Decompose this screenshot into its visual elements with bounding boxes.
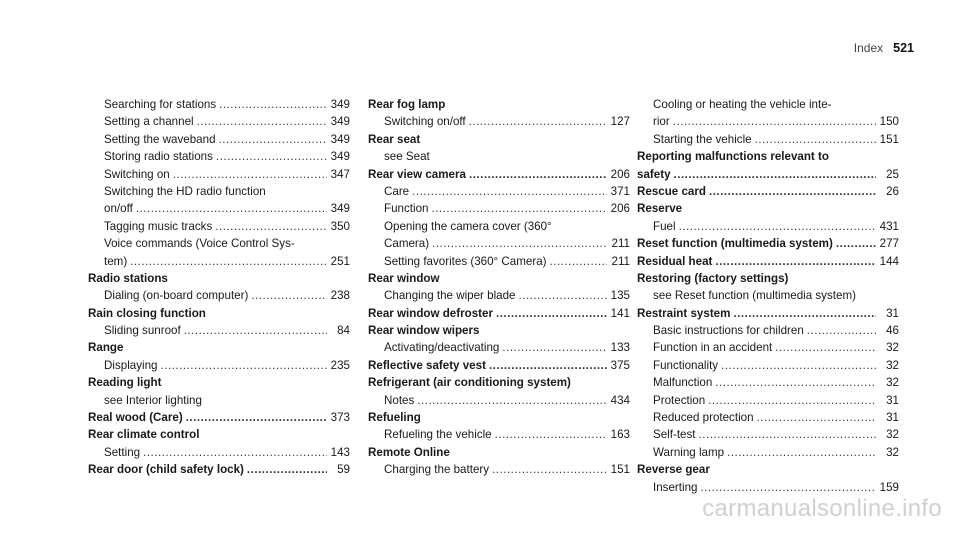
entry-text: Reflective safety vest [368,358,486,372]
index-entry [637,374,899,391]
entry-text: Real wood (Care) [88,411,183,425]
header-index-label: Index [853,41,884,55]
index-entry [88,113,350,130]
dot-leader [130,253,327,270]
index-entry [368,200,630,217]
dot-leader [216,148,327,165]
page-reference: 151 [610,463,630,477]
dot-leader [186,409,327,426]
dot-leader [219,131,327,148]
entry-text: Setting [104,445,141,459]
entry-text: Reading light [88,376,162,390]
index-heading [368,357,630,374]
entry-text: Notes [384,393,415,407]
page-reference: 143 [330,445,350,459]
entry-text: Basic instructions for children [653,324,804,338]
index-heading [368,166,630,183]
page-reference: 349 [330,98,350,111]
index-heading [88,374,350,391]
index-heading [88,426,350,443]
page-reference: 59 [337,463,350,477]
entry-text: Switching on/off [384,115,466,129]
entry-text: Reset function (multimedia system) [637,237,833,251]
index-heading [637,200,899,217]
index-heading [637,461,899,478]
page-reference: 32 [886,376,899,390]
index-entry [637,96,899,113]
entry-text: Remote Online [368,445,450,459]
page-reference: 159 [879,480,899,494]
entry-text: Reverse gear [637,463,710,477]
index-entry [368,392,630,409]
entry-text: Switching the HD radio function [104,184,266,198]
page-reference: 141 [610,306,630,320]
entry-text: Charging the battery [384,463,490,477]
dot-leader [431,200,607,217]
dot-leader [469,113,607,130]
index-entry [637,218,899,235]
index-heading [637,183,899,200]
entry-text: Self-test [653,428,696,442]
page-reference: 238 [330,289,350,303]
page-reference: 163 [610,428,630,442]
page-reference: 150 [879,115,899,129]
entry-text: Refueling the vehicle [384,428,492,442]
index-heading [637,305,899,322]
watermark: carmanualsonline.info [702,495,942,522]
entry-text: tem) [104,254,128,268]
page-reference: 32 [886,358,899,372]
page-reference: 373 [330,411,350,425]
entry-text: Rear window wipers [368,324,480,338]
index-entry [637,409,899,426]
entry-text: Switching on [104,167,170,181]
page-reference: 46 [886,324,899,338]
index-heading [88,305,350,322]
entry-text: Rescue card [637,184,706,198]
page-reference: 211 [611,237,630,251]
index-heading [368,444,630,461]
index-entry [368,253,630,270]
dot-leader [492,461,607,478]
entry-text: Activating/deactivating [384,341,500,355]
entry-text: Refrigerant (air conditioning system) [368,376,571,390]
dot-leader [836,235,876,252]
page-reference: 206 [610,167,630,181]
entry-text: Reserve [637,202,683,216]
index-entry [368,287,630,304]
page-reference: 151 [879,132,899,146]
entry-text: Reporting malfunctions relevant to [637,150,829,164]
entry-text: Dialing (on-board computer) [104,289,249,303]
page-reference: 211 [611,254,630,268]
page-reference: 135 [610,289,630,303]
index-entry [88,131,350,148]
entry-text: Fuel [653,219,676,233]
index-entry [88,200,350,217]
page-reference: 144 [879,254,899,268]
index-entry [88,96,350,113]
dot-leader [161,357,328,374]
entry-text: Care [384,184,410,198]
page-reference: 127 [610,115,630,129]
page-reference: 277 [879,237,899,251]
entry-text: Inserting [653,480,698,494]
entry-text: Rear window [368,271,440,285]
index-entry [637,392,899,409]
index-entry [368,148,630,165]
index-heading [637,253,899,270]
index-column-2 [368,96,630,479]
dot-leader [173,166,327,183]
page-reference: 431 [879,219,899,233]
index-entry [88,166,350,183]
index-entry [637,287,899,304]
index-entry [368,426,630,443]
entry-text: Function [384,202,429,216]
page-reference: 32 [886,445,899,459]
page-reference: 434 [610,393,630,407]
index-entry [637,339,899,356]
entry-text: Opening the camera cover (360° [384,219,552,233]
page-reference: 349 [330,132,350,146]
dot-leader [721,357,876,374]
page-reference: 349 [330,202,350,216]
page-reference: 371 [610,184,630,198]
dot-leader [679,218,876,235]
dot-leader [251,287,327,304]
page-reference: 84 [337,324,350,338]
entry-text: Storing radio stations [104,150,213,164]
entry-text: Protection [653,393,706,407]
page-reference: 32 [886,341,899,355]
dot-leader [699,426,876,443]
index-entry [88,357,350,374]
entry-text: Warning lamp [653,445,725,459]
index-heading [88,461,350,478]
index-entry [368,113,630,130]
page-reference: 350 [330,219,350,233]
entry-text: Rear window defroster [368,306,493,320]
dot-leader [674,166,876,183]
entry-text: Starting the vehicle [653,132,752,146]
index-heading [637,166,899,183]
dot-leader [247,461,327,478]
entry-text: Camera) [384,237,430,251]
entry-text: Rear seat [368,132,421,146]
dot-leader [495,426,607,443]
entry-text: Setting a channel [104,115,194,129]
dot-leader [496,305,607,322]
index-heading [368,374,630,391]
dot-leader [700,479,876,496]
index-heading [637,270,899,287]
index-entry [368,218,630,235]
index-entry [637,479,899,496]
index-heading [368,131,630,148]
index-entry [88,148,350,165]
index-entry [637,131,899,148]
page-reference: 32 [886,428,899,442]
entry-text: Sliding sunroof [104,324,181,338]
entry-text: Residual heat [637,254,713,268]
index-entry [88,183,350,200]
entry-text: Voice commands (Voice Control Sys- [104,237,295,251]
page-reference: 26 [886,184,899,198]
entry-text: Restraint system [637,306,731,320]
index-heading [637,148,899,165]
index-heading [88,409,350,426]
index-entry [88,218,350,235]
entry-text: see Reset function (multimedia system) [653,289,856,303]
entry-text: Rain closing function [88,306,206,320]
dot-leader [757,409,876,426]
dot-leader [215,218,327,235]
index-entry [637,322,899,339]
entry-text: Range [88,341,124,355]
entry-text: safety [637,167,671,181]
entry-text: on/off [104,202,133,216]
page-reference: 349 [330,150,350,164]
index-entry [88,253,350,270]
index-entry [88,235,350,252]
page-reference: 235 [330,358,350,372]
index-entry [368,461,630,478]
entry-text: Rear view camera [368,167,466,181]
entry-text: Radio stations [88,271,168,285]
index-column-3 [637,96,899,496]
dot-leader [733,305,876,322]
dot-leader [417,392,607,409]
index-heading [368,96,630,113]
index-heading [637,235,899,252]
index-entry [88,322,350,339]
page-reference: 31 [886,393,899,407]
dot-leader [412,183,607,200]
dot-leader [715,253,876,270]
dot-leader [143,444,327,461]
dot-leader [727,444,876,461]
dot-leader [136,200,327,217]
entry-text: Displaying [104,358,158,372]
entry-text: Setting the waveband [104,132,216,146]
entry-text: Cooling or heating the vehicle inte- [653,98,832,111]
index-heading [368,305,630,322]
dot-leader [708,392,876,409]
entry-text: Function in an accident [653,341,773,355]
index-heading [368,322,630,339]
dot-leader [519,287,608,304]
entry-text: Rear door (child safety lock) [88,463,244,477]
dot-leader [550,253,607,270]
page-reference: 206 [610,202,630,216]
index-entry [637,444,899,461]
entry-text: Setting favorites (360° Camera) [384,254,547,268]
index-entry [368,183,630,200]
dot-leader [489,357,607,374]
page-reference: 375 [610,358,630,372]
index-entry [88,444,350,461]
page-reference: 251 [330,254,350,268]
index-heading [88,270,350,287]
entry-text: Reduced protection [653,411,754,425]
entry-text: Changing the wiper blade [384,289,516,303]
index-heading [368,270,630,287]
page-number: 521 [893,41,914,55]
entry-text: Restoring (factory settings) [637,271,789,285]
dot-leader [755,131,876,148]
entry-text: see Seat [384,150,430,164]
index-entry [368,235,630,252]
entry-text: Malfunction [653,376,713,390]
dot-leader [502,339,607,356]
dot-leader [807,322,876,339]
index-entry [88,287,350,304]
index-entry [637,426,899,443]
entry-text: see Interior lighting [104,393,202,407]
dot-leader [673,113,876,130]
entry-text: Searching for stations [104,98,217,111]
entry-text: Refueling [368,411,421,425]
page-reference: 25 [886,167,899,181]
entry-text: Rear fog lamp [368,98,446,111]
page-reference: 349 [330,115,350,129]
dot-leader [197,113,327,130]
dot-leader [715,374,876,391]
dot-leader [775,339,876,356]
dot-leader [469,166,607,183]
index-entry [637,113,899,130]
page-header [854,41,914,55]
index-heading [368,409,630,426]
index-entry [637,357,899,374]
index-column-1 [88,96,350,479]
index-entry [368,339,630,356]
index-heading [88,339,350,356]
dot-leader [432,235,607,252]
page-reference: 31 [886,411,899,425]
dot-leader [184,322,327,339]
page-reference: 347 [330,167,350,181]
dot-leader [219,96,327,113]
page-reference: 31 [886,306,899,320]
entry-text: Tagging music tracks [104,219,213,233]
entry-text: Rear climate control [88,428,200,442]
page-reference: 133 [610,341,630,355]
index-entry [88,392,350,409]
dot-leader [709,183,876,200]
entry-text: Functionality [653,358,719,372]
entry-text: rior [653,115,670,129]
